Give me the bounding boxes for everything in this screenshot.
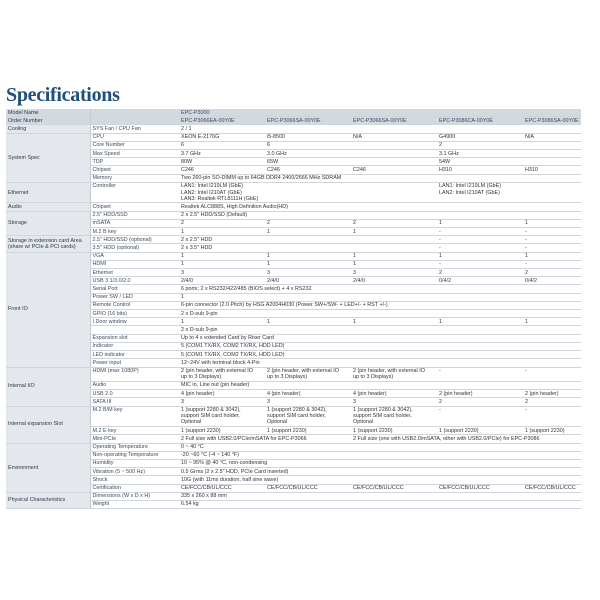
spec-value: 54W [437,158,523,166]
spec-row [6,351,581,359]
spec-value: XEON E-2176G [179,133,265,141]
spec-value: G4900 [437,133,523,141]
spec-value: - [523,406,581,427]
spec-value [523,182,581,203]
spec-value [523,141,581,149]
spec-row [6,359,581,367]
spec-value: 3 [351,398,437,406]
spec-value: 1 (support 2230) [351,427,437,435]
spec-category: Internal I/O [6,367,90,406]
page-heading: Specifications [6,84,120,106]
spec-row [6,269,581,277]
spec-value [351,141,437,149]
spec-value: 1 [523,219,581,227]
spec-value: EPC-P3086SA-00Y0E [523,117,581,125]
spec-value: CE/FCC/CB/UL/CCC [265,484,351,492]
spec-value: 3 [351,269,437,277]
spec-value: 1 (support 2230) [265,427,351,435]
spec-row [6,219,581,227]
spec-value: 4 (pin header) [265,390,351,398]
spec-row [6,406,581,427]
spec-value [351,182,437,203]
spec-item: Core Number [90,141,179,149]
spec-category: Storage in extension card Area (share w/ PCIe & PCI cards) [6,236,90,252]
spec-value: H310 [523,166,581,174]
spec-row [6,342,581,350]
spec-value: -20 ~60 °C (-4 ~ 140 °F) [179,451,581,459]
spec-value: 2 (pin header, with external IO up to 3 Displays) [265,367,351,381]
spec-row [6,476,581,484]
spec-value: i5-8500 [265,133,351,141]
spec-value: N/A [351,133,437,141]
spec-item [90,117,179,125]
spec-row [6,117,581,125]
spec-value: 1 [351,260,437,268]
spec-row [6,310,581,318]
spec-item: M.2 B key [90,228,179,236]
spec-value: CE/FCC/CB/UL/CCC [351,484,437,492]
spec-value: 2 x D-sub 9-pin [179,310,581,318]
spec-value: - [437,260,523,268]
spec-value: 2/4/0 [179,277,265,285]
spec-item: Dimensions (W x D x H) [90,492,179,500]
spec-item: Memory [90,174,179,182]
spec-value: - [437,367,523,381]
spec-value: 6 [179,141,265,149]
spec-row [6,334,581,342]
spec-value: 10G (with 11ms duration, half sine wave) [179,476,581,484]
spec-item: Shock [90,476,179,484]
spec-value: 2 [523,269,581,277]
spec-value: 1 [351,252,437,260]
spec-value: EPC-P3066SA-00Y0E [351,117,437,125]
spec-row [6,166,581,174]
spec-item: Operating Temperature [90,443,179,451]
spec-value: 6-pin connector (2.0 Pitch) by HSG A2004H030 (Power SW+/SW- + LED+/- + RST +/-) [179,301,581,309]
spec-value: 2 x 3.5" HDD [179,244,265,252]
spec-value [523,158,581,166]
spec-item: Power SW / LED [90,293,179,301]
spec-table [6,109,581,509]
spec-value: 1 [179,293,581,301]
spec-row [6,133,581,141]
spec-value: 2 (pin header, with external IO up to 3 Displays) [351,367,437,381]
spec-value: 6 [265,141,351,149]
spec-value [523,150,581,158]
spec-row [6,443,581,451]
spec-item: 2.5" HDD/SSD (optional) [90,236,179,244]
spec-value: 1 (support 2280 & 3042), support SIM card holder, Optional [179,406,265,427]
spec-value: 2 [179,219,265,227]
spec-row [6,293,581,301]
spec-value: 5 (COM1 TX/RX, COM2 TX/RX, HDD LED) [179,342,581,350]
spec-row [6,427,581,435]
spec-row [6,381,581,389]
spec-value: 2 x 2.5" HDD [179,236,265,244]
spec-item: mSATA [90,219,179,227]
spec-value: EPC-P3066SA-00Y0E [265,117,351,125]
spec-item: Max Speed [90,150,179,158]
spec-value: Realtek ALC888S, High Definition Audio(HD) [179,203,581,211]
spec-value: 0.5 Grms (2 x 2.5" HDD, PCIe Card inserted) [179,468,581,476]
spec-value: 0 ~ 40 °C [179,443,581,451]
spec-value: 10 ~ 95% @ 40 °C, non-condensing [179,459,581,467]
spec-row [6,318,581,326]
spec-value: CE/FCC/CB/UL/CCC [437,484,523,492]
spec-item: M.2 E key [90,427,179,435]
spec-item: I Door window [90,318,179,326]
spec-value: 6 ports; 2 x RS232/422/485 (BIOS select) + 4 x RS232 [179,285,581,293]
spec-value: 1 (support 2230) [523,427,581,435]
spec-item: Audio [90,381,179,389]
spec-row [6,141,581,149]
spec-row [6,252,581,260]
spec-item: LED indicator [90,351,179,359]
spec-value: CE/FCC/CB/UL/CCC [179,484,265,492]
spec-value: 0/4/2 [437,277,523,285]
spec-value: 1 [437,252,523,260]
spec-value: - [523,236,581,244]
spec-value: - [437,236,523,244]
spec-item: Weight [90,500,179,508]
spec-value: - [523,260,581,268]
spec-value: 2 Full size (one with USB2.0/mSATA, other with USB2.0/PCIe) for EPC-P3086 [351,435,581,443]
spec-category: Cooling [6,125,90,133]
spec-value: 2 (pin header) [523,390,581,398]
spec-row [6,451,581,459]
spec-value: H310 [437,166,523,174]
spec-value: 1 [351,318,437,326]
spec-row [6,367,581,381]
spec-row [6,109,581,117]
spec-item: Humidity [90,459,179,467]
spec-item: HDMI (max 1080P) [90,367,179,381]
spec-category: Environment [6,443,90,492]
spec-item: VGA [90,252,179,260]
spec-item: Power input [90,359,179,367]
spec-category: Internal expansion Slot [6,406,90,443]
spec-value: 1 [265,252,351,260]
spec-value [265,236,351,244]
spec-item: Indicator [90,342,179,350]
spec-value: - [523,367,581,381]
spec-value: 3 [179,269,265,277]
spec-row [6,260,581,268]
spec-value: 3.1 GHz [437,150,523,158]
spec-value: 3.7 GHz [179,150,265,158]
spec-value: 4 (pin header) [351,390,437,398]
spec-value: 2 [437,269,523,277]
spec-item: SATA III [90,398,179,406]
spec-item: Serial Port [90,285,179,293]
spec-value: CE/FCC/CB/UL/CCC [523,484,581,492]
spec-value: 3 [179,398,265,406]
spec-category: Storage [6,211,90,236]
spec-item: Non-operating Temperature [90,451,179,459]
spec-row [6,211,581,219]
spec-value: N/A [523,133,581,141]
spec-value: 2 (pin header) [437,390,523,398]
spec-row [6,236,581,244]
spec-value: 335 x 260 x 88 mm [179,492,581,500]
spec-value [265,182,351,203]
spec-value: C246 [179,166,265,174]
spec-item: Chipset [90,166,179,174]
spec-value: 3 [265,398,351,406]
spec-value [351,236,437,244]
spec-item: Mini-PCIe [90,435,179,443]
spec-row [6,277,581,285]
spec-value [265,244,351,252]
spec-item: HDMI [90,260,179,268]
spec-row [6,182,581,203]
spec-value: 1 [437,318,523,326]
spec-value: 3 [265,269,351,277]
spec-item: Expansion slot [90,334,179,342]
spec-value: 2/4/0 [265,277,351,285]
spec-row [6,398,581,406]
spec-value: 1 [179,260,265,268]
spec-value: 2 / 1 [179,125,581,133]
spec-row [6,125,581,133]
spec-value: Two 260-pin SO-DIMM up to 64GB DDR4 2400/2666 MHz SDRAM [179,174,581,182]
spec-value: 1 [265,318,351,326]
spec-value: 1 (support 2280 & 3042), support SIM card holder, Optional [351,406,437,427]
spec-value: 1 [179,252,265,260]
spec-value: 1 [437,219,523,227]
spec-value: 65W [265,158,351,166]
spec-item: CPU [90,133,179,141]
spec-value: 2 Full size with USB2.0/PCIe/mSATA for EPC-P3066 [179,435,351,443]
spec-category: Physical Characteristics [6,492,90,508]
spec-category: Front IO [6,252,90,367]
spec-item [90,326,179,334]
spec-value: - [523,244,581,252]
spec-row [6,500,581,508]
spec-item: Certification [90,484,179,492]
spec-row [6,390,581,398]
spec-value: 1 [179,228,265,236]
spec-row [6,244,581,252]
spec-value: EPC-P3000 [179,109,581,117]
spec-item: SYS Fan / CPU Fan [90,125,179,133]
spec-row [6,285,581,293]
spec-value: 1 [265,260,351,268]
spec-value: EPC-P3086CA-00Y0E [437,117,523,125]
spec-value [351,158,437,166]
spec-value: 2 (pin header, with external IO up to 3 Displays) [179,367,265,381]
spec-row [6,492,581,500]
spec-category: Order Number [6,117,90,125]
spec-row [6,459,581,467]
spec-row [6,326,581,334]
spec-value: - [437,244,523,252]
spec-row [6,301,581,309]
spec-row [6,468,581,476]
spec-item: USB 3.1/3.0/2.0 [90,277,179,285]
spec-value: 1 [265,228,351,236]
spec-value: EPC-P3066EA-00Y0E [179,117,265,125]
spec-value: LAN1: Intel I219LM (GbE) LAN2: Intel I210AT (GbE) [437,182,523,203]
spec-item: Controller [90,182,179,203]
spec-row [6,158,581,166]
spec-item: USB 2.0 [90,390,179,398]
spec-category: Audio [6,203,90,211]
spec-value: Up to 4 x extended Card by Riser Card [179,334,581,342]
spec-value: 1 [523,318,581,326]
spec-value: 3.0 GHz [265,150,351,158]
spec-value: 2/4/0 [351,277,437,285]
spec-row [6,435,581,443]
spec-item: TDP [90,158,179,166]
spec-value [351,150,437,158]
spec-value: 1 (support 2230) [437,427,523,435]
spec-value: 2 [437,398,523,406]
spec-value: 4 (pin header) [179,390,265,398]
spec-item: GPIO (16 bits) [90,310,179,318]
spec-value: 1 [351,228,437,236]
spec-value: 80W [179,158,265,166]
spec-item: Chipset [90,203,179,211]
spec-category: System Spec [6,133,90,182]
spec-value: 1 (support 2280 & 3042), support SIM card holder, Optional [265,406,351,427]
spec-value: 1 (support 2230) [179,427,265,435]
spec-value: 2 x D-sub 9-pin [179,326,581,334]
spec-row [6,484,581,492]
spec-item [90,109,179,117]
spec-value: 2 [523,398,581,406]
spec-value: 6.54 kg [179,500,581,508]
spec-value: 2 [265,219,351,227]
spec-item: M.2 B/M key [90,406,179,427]
spec-row [6,174,581,182]
spec-value [351,244,437,252]
spec-value: C246 [265,166,351,174]
spec-category: Model Name [6,109,90,117]
spec-value: 1 [179,318,265,326]
spec-value: 1 [523,252,581,260]
spec-item: 2.5" HDD/SSD [90,211,179,219]
spec-value: - [437,406,523,427]
spec-value: MIC in, Line out (pin header) [179,381,581,389]
spec-item: Ethernet [90,269,179,277]
spec-value: LAN1: Intel I219LM (GbE) LAN2: Intel I210AT (GbE) LAN3: Realtek RTL8111H (GbE) [179,182,265,203]
spec-value: 2 [437,141,523,149]
spec-value: 5 (COM1 TX/RX, COM2 TX/RX, HDD LED) [179,351,581,359]
spec-item: 3.5" HDD (optional) [90,244,179,252]
spec-value: 0/4/2 [523,277,581,285]
spec-value: 2 [351,219,437,227]
spec-item: Remote Control [90,301,179,309]
spec-value: C246 [351,166,437,174]
spec-value: 12~24V with terminal block 4-Pin [179,359,581,367]
spec-row [6,203,581,211]
spec-row [6,150,581,158]
spec-value: 2 x 2.5" HDD/SSD (Default) [179,211,581,219]
spec-category: Ethernet [6,182,90,203]
spec-item: Vibration (5 ~ 500 Hz) [90,468,179,476]
spec-value: - [437,228,523,236]
spec-value: - [523,228,581,236]
spec-row [6,228,581,236]
